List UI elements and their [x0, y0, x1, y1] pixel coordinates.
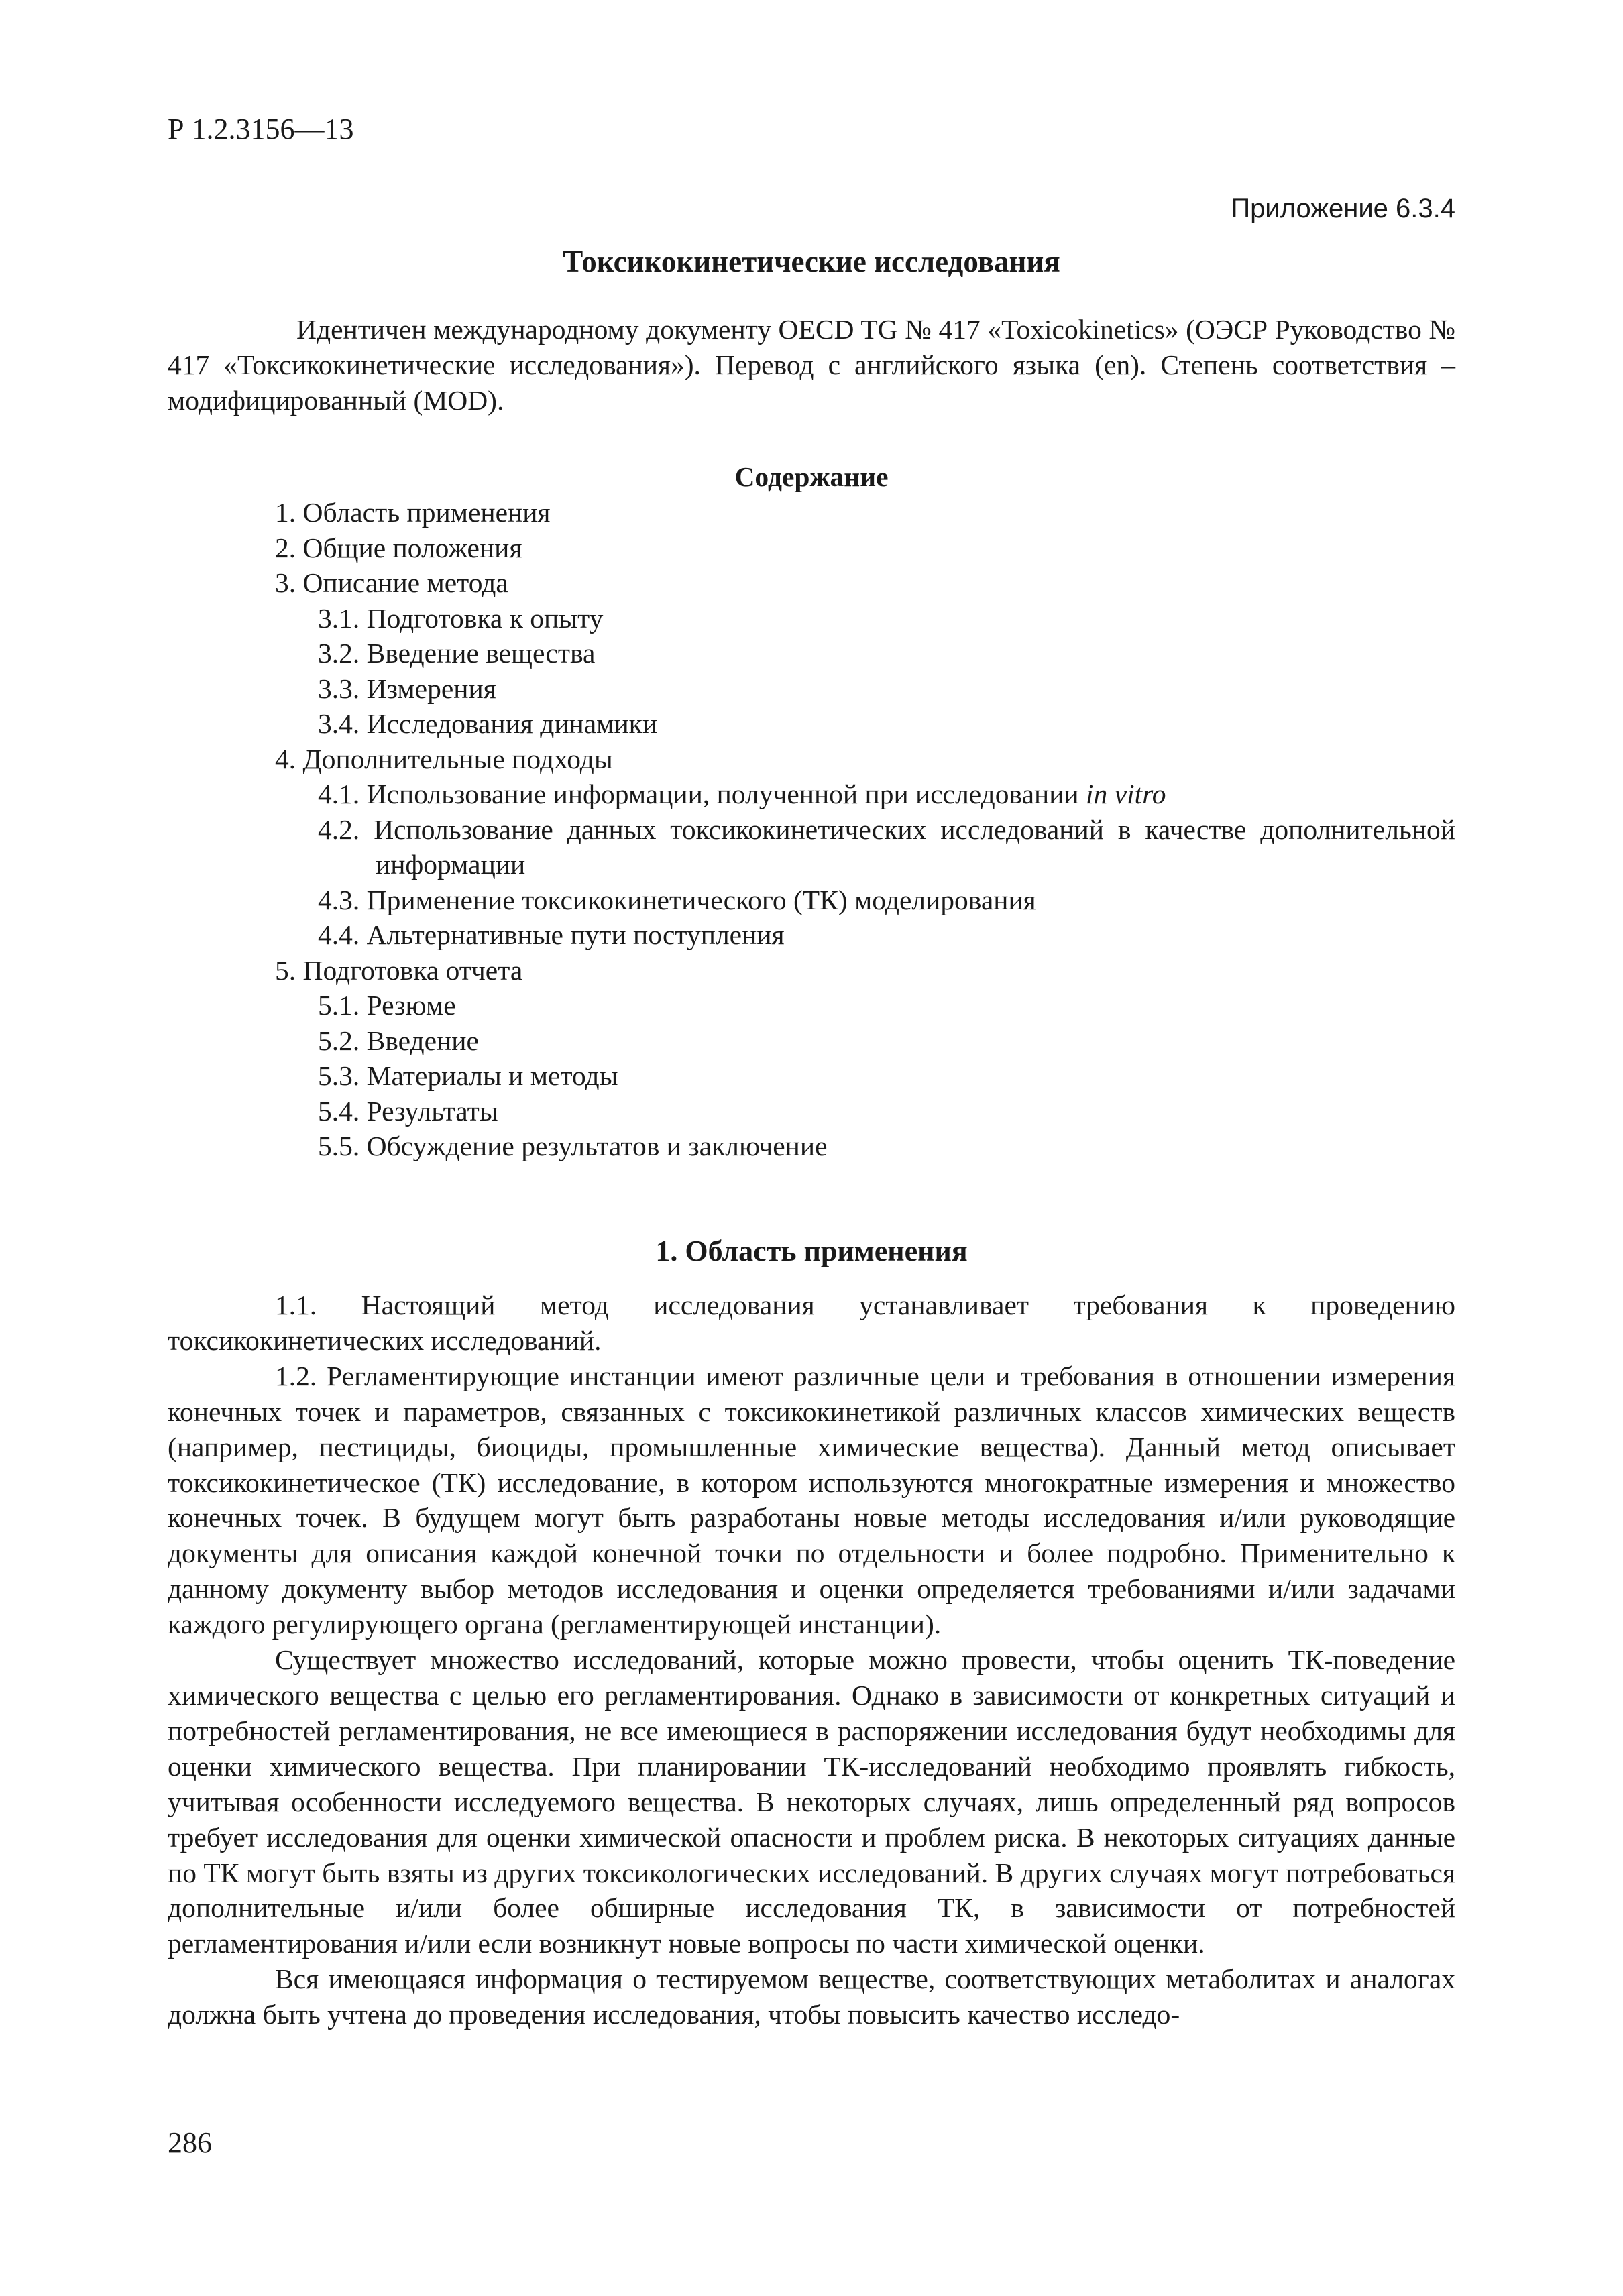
page-number: 286 — [168, 2126, 212, 2159]
toc-item-5-3: 5.3. Материалы и методы — [318, 1060, 618, 1091]
toc-item-3-2: 3.2. Введение вещества — [318, 638, 596, 669]
toc-item-5: 5. Подготовка отчета — [275, 954, 523, 986]
toc-item-4-4: 4.4. Альтернативные пути поступления — [318, 919, 785, 950]
toc-item-4: 4. Дополнительные подходы — [275, 743, 613, 774]
toc-item-4-1: 4.1. Использование информации, полученной при исследовании in vitro — [318, 779, 1166, 809]
table-of-contents — [275, 495, 1455, 1164]
paragraph-1-2: 1.2. Регламентирующие инстанции имеют различные цели и требования в отношении измерения конечных точек и параметров, связанных с токсикокинетикой различных классов химических веществ (например, пестициды, биоциды, промышленные химические вещества). Данный метод описывает токсикокинетическое (ТК) исследование, в котором используются многократные измерения и множество конечных точек. В будущем могут быть разработаны новые методы исследования и/или руководящие документы для описания каждой конечной точки по отдельности и более подробно. Применительно к данному документу выбор методов исследования и оценки определяется требованиями и/или задачами каждого регулирующего органа (регламентирующей инстанции). — [168, 1360, 1455, 1640]
toc-item-4-3: 4.3. Применение токсикокинетического (ТК) моделирования — [318, 884, 1036, 915]
toc-item-3-4: 3.4. Исследования динамики — [318, 708, 658, 739]
paragraph-1-1: 1.1. Настоящий метод исследования устанавливает требования к проведению токсикокинетических исследований. — [168, 1289, 1455, 1356]
section-1-body — [168, 1287, 1455, 2032]
toc-item-3: 3. Описание метода — [275, 567, 508, 598]
toc-item-5-4: 5.4. Результаты — [318, 1095, 498, 1127]
appendix-label: Приложение 6.3.4 — [1231, 194, 1455, 223]
toc-item-5-1: 5.1. Резюме — [318, 990, 456, 1021]
document-title: Токсикокинетические исследования — [563, 245, 1060, 278]
toc-item-1: 1. Область применения — [275, 497, 551, 528]
paragraph-1-2-cont: Существует множество исследований, которые можно провести, чтобы оценить ТК-поведение химического вещества с целью его регламентирования. Однако в зависимости от конкретных ситуаций и потребностей регламентирования, не все имеющиеся в распоряжении исследования будут необходимы для оценки химического вещества. При планировании ТК-исследований необходимо проявлять гибкость, учитывая особенности исследуемого вещества. В некоторых случаях, лишь определенный ряд вопросов требует исследования для оценки химической опасности и проблем риска. В некоторых ситуациях данные по ТК могут быть взяты из других токсикологических исследований. В других случаях могут потребоваться дополнительные и/или более обширные исследования ТК, в зависимости от потребностей регламентирования и/или если возникнут новые вопросы по части химической оценки. — [168, 1644, 1455, 1959]
document-code: Р 1.2.3156—13 — [168, 113, 354, 146]
toc-item-5-2: 5.2. Введение — [318, 1025, 479, 1056]
toc-item-5-5: 5.5. Обсуждение результатов и заключение — [318, 1131, 828, 1161]
toc-item-2: 2. Общие положения — [275, 532, 522, 563]
toc-item-3-3: 3.3. Измерения — [318, 673, 496, 704]
intro-paragraph: Идентичен международному документу OECD TG № 417 «Toxicokinetics» (ОЭСР Руководство № 417 «Токсикокинетические исследования»). Перевод с английского языка (en). Степень соответствия – модифицированный (MOD). — [168, 314, 1455, 416]
paragraph-1-2-info: Вся имеющаяся информация о тестируемом веществе, соответствующих метаболитах и аналогах должна быть учтена до проведения исследования, чтобы повысить качество исследо- — [168, 1963, 1455, 2030]
toc-item-3-1: 3.1. Подготовка к опыту — [318, 602, 604, 634]
toc-heading: Содержание — [734, 461, 889, 492]
section-1-heading: 1. Область применения — [655, 1235, 968, 1267]
toc-item-4-2: 4.2. Использование данных токсикокинетических исследований в качестве дополнительной информации — [318, 813, 1456, 880]
